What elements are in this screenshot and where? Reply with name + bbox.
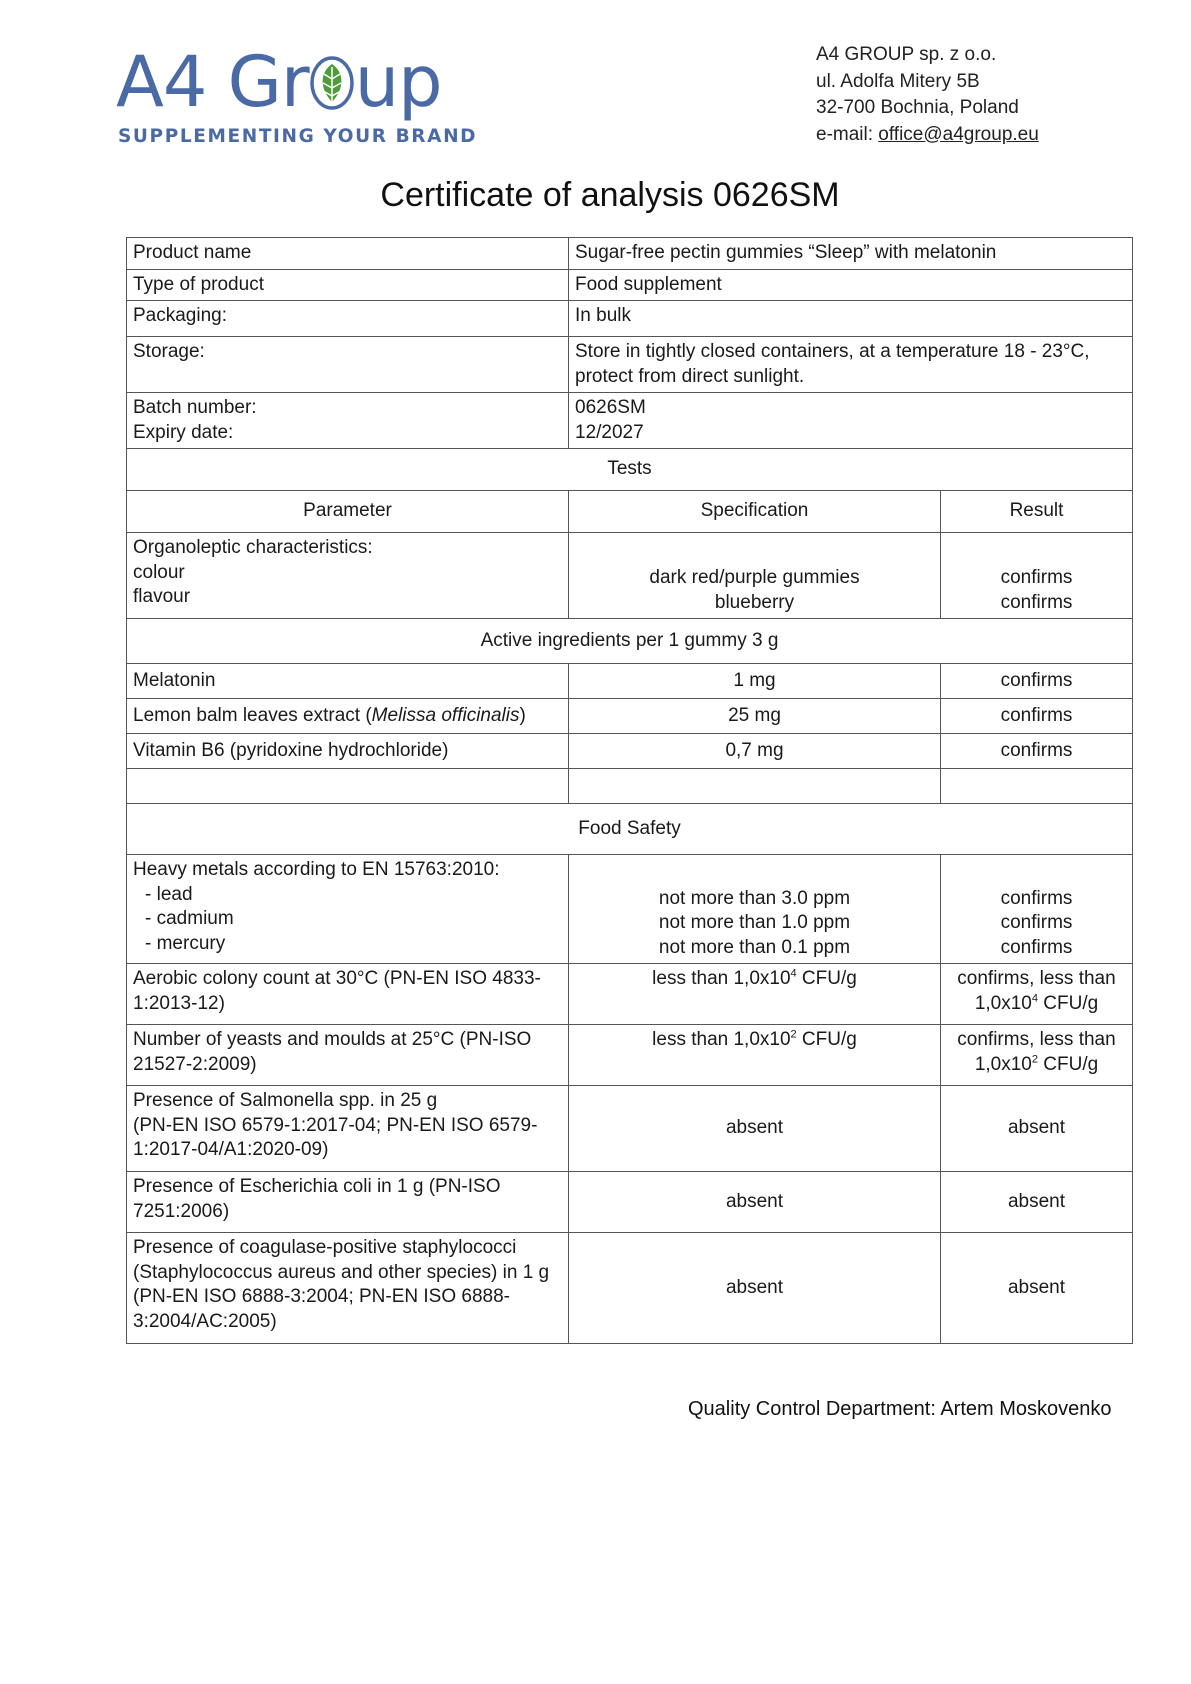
aerobic-parameter (127, 964, 569, 1025)
spec-text: less than 1,0x10 (652, 968, 791, 989)
empty-cell (127, 769, 569, 804)
organoleptic-parameter (127, 533, 569, 619)
result-line: confirms, less than (957, 1029, 1116, 1050)
active-result: confirms (941, 734, 1133, 769)
organoleptic-title: Organoleptic characteristics: (133, 537, 373, 558)
row-organoleptic (127, 533, 1133, 619)
unit: CFU/g (796, 1029, 857, 1050)
active-spec: 25 mg (569, 699, 941, 734)
row-product-name (127, 238, 1133, 270)
result-line: confirms, less than (957, 968, 1116, 989)
certificate-table (126, 237, 1133, 1344)
exponent: 2 (1031, 1053, 1038, 1066)
value-batch: 0626SM (575, 397, 646, 418)
row-empty (127, 769, 1133, 804)
organoleptic-flavour: flavour (133, 586, 191, 607)
row-column-headers (127, 491, 1133, 533)
yeasts-spec (569, 1025, 941, 1086)
mercury-spec: not more than 0.1 ppm (658, 936, 851, 958)
email-label: e-mail: (816, 123, 879, 145)
row-salmonella (127, 1086, 1133, 1172)
row-batch-expiry (127, 393, 1133, 449)
empty-cell (569, 769, 941, 804)
result-value (947, 1053, 1126, 1078)
exponent: 4 (1031, 992, 1038, 1005)
page-title: Certificate of analysis 0626SM (380, 176, 840, 214)
row-packaging (127, 301, 1133, 337)
unit: CFU/g (796, 968, 857, 989)
latin-name: Melissa officinalis (371, 704, 520, 726)
exponent: 4 (790, 967, 797, 980)
cadmium-result: confirms (1000, 912, 1073, 933)
mercury-result: confirms (1000, 936, 1073, 958)
row-tests-header (127, 449, 1133, 491)
staph-parameter (127, 1233, 569, 1344)
heavy-metals-title: Heavy metals according to EN 15763:2010: (133, 859, 500, 880)
value-expiry: 12/2027 (575, 421, 644, 443)
cadmium-spec: not more than 1.0 ppm (658, 912, 851, 933)
value-product-name: Sugar-free pectin gummies “Sleep” with melatonin (569, 238, 1133, 270)
heavy-metals-spec (569, 855, 941, 964)
result-value (947, 992, 1126, 1017)
param-line: (PN-EN ISO 6888-3:2004; PN-EN ISO 6888- (133, 1286, 510, 1307)
lead-result: confirms (1000, 887, 1073, 909)
value-batch-expiry (569, 393, 1133, 449)
salmonella-spec: absent (569, 1086, 941, 1172)
address-city: 32-700 Bochnia, Poland (816, 97, 1019, 118)
row-storage (127, 337, 1133, 393)
empty-cell (941, 769, 1133, 804)
logo-tagline: SUPPLEMENTING YOUR BRAND (118, 126, 478, 147)
ecoli-parameter (127, 1172, 569, 1233)
param-line: 3:2004/AC:2005) (133, 1310, 277, 1332)
row-aerobic (127, 964, 1133, 1025)
metal-lead: - lead (145, 883, 193, 905)
active-spec: 1 mg (569, 664, 941, 699)
value-type: Food supplement (569, 269, 1133, 301)
row-staph (127, 1233, 1133, 1344)
label-product-name: Product name (127, 238, 569, 270)
company-address (816, 42, 1039, 148)
label-type: Type of product (127, 269, 569, 301)
header-result: Result (941, 491, 1133, 533)
section-tests: Tests (127, 449, 1133, 491)
section-active-ingredients: Active ingredients per 1 gummy 3 g (127, 619, 1133, 664)
yeasts-parameter (127, 1025, 569, 1086)
metal-mercury: - mercury (145, 932, 226, 954)
row-yeasts (127, 1025, 1133, 1086)
ecoli-spec: absent (569, 1172, 941, 1233)
leaf-icon (310, 55, 354, 111)
colour-spec: dark red/purple gummies (649, 567, 860, 588)
metal-cadmium: - cadmium (145, 908, 234, 929)
row-melatonin (127, 664, 1133, 699)
address-street: ul. Adolfa Mitery 5B (816, 70, 980, 92)
label-batch-expiry (127, 393, 569, 449)
param-line: 1:2017-04/A1:2020-09) (133, 1139, 329, 1160)
param-line: Presence of coagulase-positive staphylococci (133, 1237, 517, 1258)
row-type (127, 269, 1133, 301)
param-line: 1:2013-12) (133, 992, 225, 1014)
address-company: A4 GROUP sp. z o.o. (816, 44, 997, 65)
param-line: Presence of Escherichia coli in 1 g (PN-ISO (133, 1176, 501, 1197)
active-result: confirms (941, 699, 1133, 734)
ecoli-result: absent (941, 1172, 1133, 1233)
quality-control-signature: Quality Control Department: Artem Moskovenko (688, 1398, 1112, 1420)
aerobic-result (941, 964, 1133, 1025)
colour-result: confirms (1000, 567, 1073, 588)
label-batch: Batch number: (133, 397, 257, 418)
row-heavy-metals (127, 855, 1133, 964)
active-result: confirms (941, 664, 1133, 699)
yeasts-result (941, 1025, 1133, 1086)
param-line: 21527-2:2009) (133, 1053, 257, 1075)
lead-spec: not more than 3.0 ppm (658, 887, 851, 909)
organoleptic-result (941, 533, 1133, 619)
organoleptic-spec (569, 533, 941, 619)
organoleptic-colour: colour (133, 561, 185, 583)
heavy-metals-result (941, 855, 1133, 964)
label-expiry: Expiry date: (133, 421, 234, 443)
header-specification: Specification (569, 491, 941, 533)
label-storage: Storage: (127, 337, 569, 393)
header-parameter: Parameter (127, 491, 569, 533)
param-text: Lemon balm leaves extract ( (133, 704, 372, 726)
staph-result: absent (941, 1233, 1133, 1344)
active-spec: 0,7 mg (569, 734, 941, 769)
exponent: 2 (790, 1028, 797, 1041)
param-line: (PN-EN ISO 6579-1:2017-04; PN-EN ISO 6579- (133, 1114, 538, 1136)
salmonella-parameter (127, 1086, 569, 1172)
staph-spec: absent (569, 1233, 941, 1344)
result-text: 1,0x10 (974, 1053, 1032, 1075)
result-text: 1,0x10 (974, 992, 1032, 1014)
row-ecoli (127, 1172, 1133, 1233)
flavour-spec: blueberry (714, 591, 795, 613)
label-packaging: Packaging: (127, 301, 569, 337)
company-logo (116, 42, 476, 152)
active-param: Melatonin (127, 664, 569, 699)
param-line: (Staphylococcus aureus and other species) in 1 g (133, 1261, 550, 1283)
email-link[interactable]: office@a4group.eu (878, 123, 1039, 145)
address-email-line (816, 122, 1039, 149)
active-param: Vitamin B6 (pyridoxine hydrochloride) (127, 734, 569, 769)
active-param (127, 699, 569, 734)
row-food-safety-header (127, 804, 1133, 855)
logo-wordmark: A4 Gr up (116, 41, 442, 123)
param-line: Presence of Salmonella spp. in 25 g (133, 1090, 438, 1111)
section-food-safety: Food Safety (127, 804, 1133, 855)
row-lemon-balm (127, 699, 1133, 734)
salmonella-result: absent (941, 1086, 1133, 1172)
param-text: ) (519, 704, 526, 726)
unit: CFU/g (1038, 1053, 1099, 1075)
heavy-metals-parameter (127, 855, 569, 964)
row-vitamin-b6 (127, 734, 1133, 769)
param-line: 7251:2006) (133, 1200, 230, 1222)
flavour-result: confirms (1000, 591, 1073, 613)
value-storage (569, 337, 1133, 393)
param-line: Number of yeasts and moulds at 25°C (PN-ISO (133, 1029, 532, 1050)
spec-text: less than 1,0x10 (652, 1029, 791, 1050)
row-active-header (127, 619, 1133, 664)
unit: CFU/g (1038, 992, 1099, 1014)
value-packaging: In bulk (569, 301, 1133, 337)
param-line: Aerobic colony count at 30°C (PN-EN ISO 4833- (133, 968, 541, 989)
storage-line-1: Store in tightly closed containers, at a temperature 18 - 23°C, (575, 341, 1090, 362)
storage-line-2: protect from direct sunlight. (575, 365, 805, 387)
aerobic-spec (569, 964, 941, 1025)
